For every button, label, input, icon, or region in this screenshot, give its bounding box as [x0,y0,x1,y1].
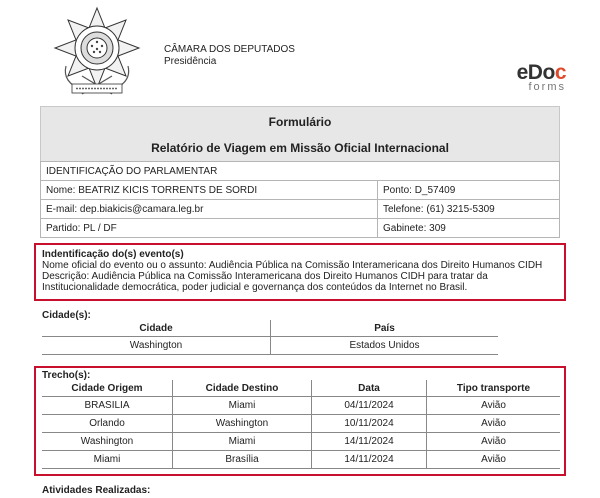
column-header-transporte: Tipo transporte [427,380,561,397]
origem-cell: BRASILIA [42,397,173,415]
destino-cell: Miami [173,433,312,451]
column-header-pais: País [271,320,499,337]
pais-cell: Estados Unidos [271,337,499,355]
gabinete-cell: Gabinete: 309 [378,219,560,238]
table-row [42,337,498,355]
logo-accent-text: c [554,61,566,84]
trechos-heading: Trecho(s): [42,370,91,381]
transporte-cell: Avião [427,433,561,451]
organization-header [164,44,295,68]
data-cell: 10/11/2024 [312,415,427,433]
form-subtitle: Relatório de Viagem em Missão Oficial Internacional [151,141,449,155]
transporte-cell: Avião [427,451,561,469]
parliamentarian-identification-table [40,161,560,238]
telefone-cell: Telefone: (61) 3215-5309 [378,200,560,219]
data-cell: 04/11/2024 [312,397,427,415]
destino-cell: Washington [173,415,312,433]
cities-table [42,320,498,355]
table-row [42,451,560,469]
table-row [42,397,560,415]
trechos-table [42,380,560,469]
event-section [42,249,562,293]
form-title: Formulário [268,115,332,129]
origem-cell: Orlando [42,415,173,433]
column-header-data: Data [312,380,427,397]
ponto-cell: Ponto: D_57409 [378,181,560,200]
partido-cell: Partido: PL / DF [41,219,378,238]
data-cell: 14/11/2024 [312,433,427,451]
cidade-cell: Washington [42,337,271,355]
origem-cell: Washington [42,433,173,451]
transporte-cell: Avião [427,415,561,433]
form-title-block [40,106,560,162]
cities-heading: Cidade(s): [42,310,91,321]
table-row [42,415,560,433]
column-header-cidade: Cidade [42,320,271,337]
activities-heading: Atividades Realizadas: [42,485,151,496]
event-heading: Indentificação do(s) evento(s) [42,249,184,260]
column-header-origem: Cidade Origem [42,380,173,397]
column-header-destino: Cidade Destino [173,380,312,397]
transporte-cell: Avião [427,397,561,415]
edoc-forms-logo [517,62,566,93]
email-cell: E-mail: dep.biakicis@camara.leg.br [41,200,378,219]
event-official-name: Nome oficial do evento ou o assunto: Audiência Pública na Comissão Interamericana dos Direito Humanos CIDH [42,260,543,271]
brazil-coat-of-arms-seal [52,6,142,98]
event-description-line-2: Institucionalidade democrática, poder judicial e governança dos conteúdos da Internet no Brasil. [42,282,468,293]
destino-cell: Brasília [173,451,312,469]
logo-main-text: eDo [516,61,555,84]
organization-unit: Presidência [164,56,217,67]
name-cell: Nome: BEATRIZ KICIS TORRENTS DE SORDI [41,181,378,200]
organization-name: CÂMARA DOS DEPUTADOS [164,44,295,55]
table-row [42,433,560,451]
logo-sub-text: forms [528,81,566,93]
origem-cell: Miami [42,451,173,469]
destino-cell: Miami [173,397,312,415]
data-cell: 14/11/2024 [312,451,427,469]
event-description-line-1: Descrição: Audiência Pública na Comissão Interamericana dos Direito Humanos CIDH para tratar da [42,271,488,282]
identification-heading: IDENTIFICAÇÃO DO PARLAMENTAR [41,162,560,181]
